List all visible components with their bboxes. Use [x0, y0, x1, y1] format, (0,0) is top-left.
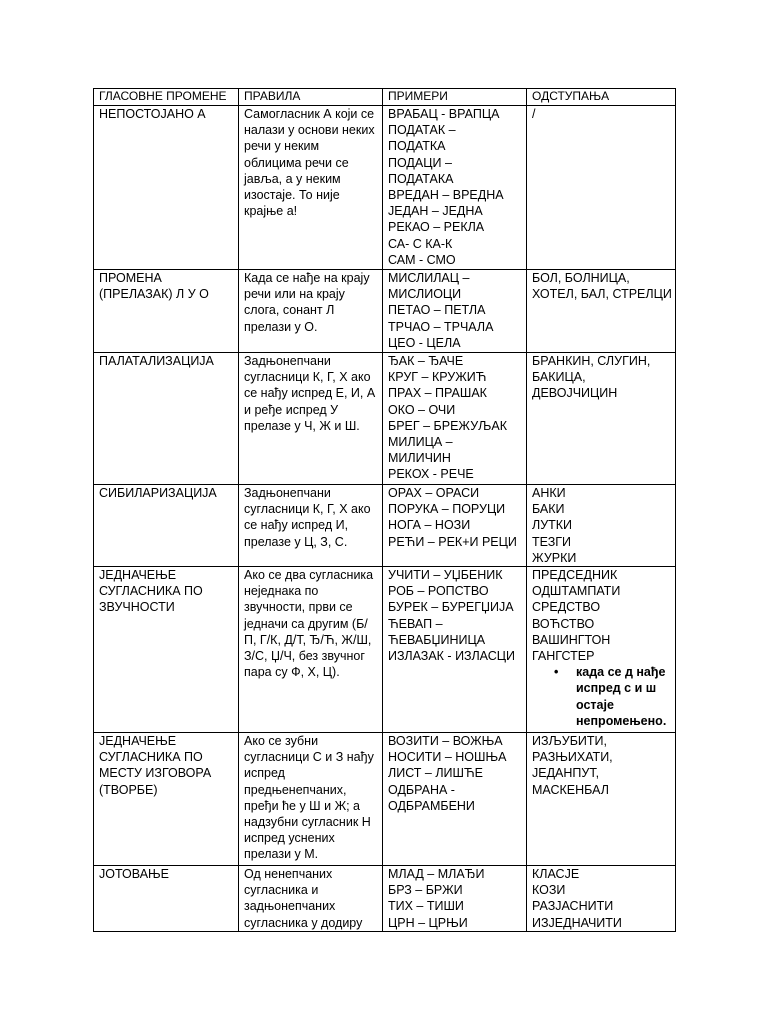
example-line: НОГА – НОЗИ: [388, 518, 471, 533]
example-line: ОКО – ОЧИ: [388, 402, 456, 417]
example-line: ОДБРАНА -: [388, 782, 455, 797]
header-sound-changes: ГЛАСОВНЕ ПРОМЕНЕ: [94, 89, 239, 106]
exception-line: ЛУТКИ: [532, 518, 573, 533]
example-line: ПОРУКА – ПОРУЦИ: [388, 502, 506, 517]
example-line: ПОДАЦИ –: [388, 155, 452, 170]
example-line: НОСИТИ – НОШЊА: [388, 750, 507, 765]
example-line: ОДБРАМБЕНИ: [388, 798, 475, 813]
exception-note: • када се д нађе испред с и ш остаје непромењено.: [576, 664, 671, 729]
rule-cell: Од ненепчаних сугласника и задњонепчаних сугласника у додиру: [239, 866, 383, 932]
example-line: МИЛИЧИН: [388, 451, 451, 466]
header-exceptions: ОДСТУПАЊА: [527, 89, 676, 106]
exception-line: КОЗИ: [532, 883, 566, 898]
example-line: ВОЗИТИ – ВОЖЊА: [388, 734, 503, 749]
examples-cell: [383, 485, 527, 567]
exception-line: БОЛ, БОЛНИЦА,: [532, 271, 630, 285]
exceptions-cell: [527, 866, 676, 932]
example-line: КРУГ – КРУЖИЋ: [388, 370, 487, 385]
example-line: СА- С КА-К: [388, 236, 453, 251]
rule-cell: Задњонепчани сугласници К, Г, Х ако се нађу испред Е, И, А и ређе испред У прелазе у Ч, Ж и Ш.: [239, 353, 383, 485]
table-row: [94, 866, 676, 932]
example-line: РЕКОХ - РЕЧЕ: [388, 467, 474, 482]
example-line: РОБ – РОПСТВО: [388, 584, 489, 599]
example-line: ВРЕДАН – ВРЕДНА: [388, 188, 504, 203]
header-rules: ПРАВИЛА: [239, 89, 383, 106]
exception-line: ИЗЉУБИТИ,: [532, 734, 607, 749]
example-line: УЧИТИ – УЏБЕНИК: [388, 568, 503, 583]
exception-line: БРАНКИН, СЛУГИН,: [532, 354, 651, 368]
example-line: ЂАК – ЂАЧЕ: [388, 354, 464, 368]
table-row: [94, 270, 676, 353]
example-line: МЛАД – МЛАЂИ: [388, 867, 485, 882]
exception-line: БАКИЦА,: [532, 370, 586, 385]
rule-cell: Задњонепчани сугласници К, Г, Х ако се нађу испред И, прелазе у Ц, З, С.: [239, 485, 383, 567]
exception-line: РАЗЈАСНИТИ: [532, 899, 614, 914]
exception-line: СРЕДСТВО: [532, 600, 601, 615]
sound-change-name: ЈЕДНАЧЕЊЕ СУГЛАСНИКА ПО МЕСТУ ИЗГОВОРА (ТВОРБЕ): [94, 733, 239, 866]
examples-cell: [383, 106, 527, 270]
example-line: ПОДАТКА: [388, 139, 446, 154]
examples-cell: [383, 866, 527, 932]
rule-cell: Самогласник А који се налази у основи неких речи у неким облицима речи се јавља, а у неким изостаје. То није крајње а!: [239, 106, 383, 270]
exception-line: ЖУРКИ: [532, 550, 577, 565]
example-line: БУРЕК – БУРЕГЏИЈА: [388, 600, 514, 615]
table-row: [94, 485, 676, 567]
table-row: [94, 353, 676, 485]
exception-line: ИЗЈЕДНАЧИТИ: [532, 915, 622, 930]
example-line: РЕЋИ – РЕК+И РЕЦИ: [388, 534, 517, 549]
exception-line: ЈЕДАНПУТ,: [532, 766, 600, 781]
exception-line: ДЕВОЈЧИЦИН: [532, 386, 618, 401]
exception-line: АНКИ: [532, 486, 566, 500]
example-line: ЋЕВАП –: [388, 616, 443, 631]
example-line: ОРАХ – ОРАСИ: [388, 486, 480, 500]
exception-line: МАСКЕНБАЛ: [532, 782, 609, 797]
example-line: ЋЕВАБЏИНИЦА: [388, 632, 486, 647]
examples-cell: [383, 353, 527, 485]
exception-line: ОДШТАМПАТИ: [532, 584, 621, 599]
example-line: МИСЛИЛАЦ –: [388, 271, 470, 285]
example-line: БРЗ – БРЖИ: [388, 883, 463, 898]
example-line: ЛИСТ – ЛИШЋЕ: [388, 766, 483, 781]
example-line: МИСЛИОЦИ: [388, 287, 462, 302]
table-row: [94, 567, 676, 733]
examples-cell: [383, 270, 527, 353]
exceptions-cell: [527, 106, 676, 270]
example-line: ПОДАТАКА: [388, 171, 454, 186]
example-line: МИЛИЦА –: [388, 435, 453, 450]
exception-line: БАКИ: [532, 502, 565, 517]
exception-line: ВОЋСТВО: [532, 616, 595, 631]
exception-line: ТЕЗГИ: [532, 534, 572, 549]
exceptions-cell: [527, 353, 676, 485]
example-line: САМ - СМО: [388, 252, 456, 267]
example-line: ИЗЛАЗАК - ИЗЛАСЦИ: [388, 649, 515, 664]
exception-line: /: [532, 107, 536, 121]
examples-cell: [383, 733, 527, 866]
example-line: ТРЧАО – ТРЧАЛА: [388, 319, 494, 334]
example-line: ВРАБАЦ - ВРАПЦА: [388, 107, 500, 121]
exception-line: ГАНГСТЕР: [532, 649, 595, 664]
exception-note-list: [532, 664, 671, 729]
rule-cell: Ако се зубни сугласници С и З нађу испред предњенепчаних, пређи ће у Ш и Ж; а надзубни сугласник Н испред уснених прелази у М.: [239, 733, 383, 866]
exception-line: ВАШИНГТОН: [532, 632, 611, 647]
example-line: ТИХ – ТИШИ: [388, 899, 464, 914]
example-line: ПРАХ – ПРАШАК: [388, 386, 487, 401]
exception-line: ХОТЕЛ, БАЛ, СТРЕЛЦИ: [532, 287, 672, 302]
exception-line: КЛАСЈЕ: [532, 867, 580, 882]
sound-change-name: ЈОТОВАЊЕ: [94, 866, 239, 932]
example-line: ПЕТАО – ПЕТЛА: [388, 303, 486, 318]
grammar-table: [93, 88, 676, 932]
sound-change-name: СИБИЛАРИЗАЦИЈА: [94, 485, 239, 567]
header-examples: ПРИМЕРИ: [383, 89, 527, 106]
exception-line: ПРЕДСЕДНИК: [532, 568, 618, 583]
table-row: [94, 733, 676, 866]
example-line: ПОДАТАК –: [388, 123, 456, 138]
example-line: БРЕГ – БРЕЖУЉАК: [388, 418, 508, 433]
sound-change-name: ПАЛАТАЛИЗАЦИЈА: [94, 353, 239, 485]
exception-line: РАЗЊИХАТИ,: [532, 750, 613, 765]
examples-cell: [383, 567, 527, 733]
table-header-row: [94, 89, 676, 106]
rule-cell: Ако се два сугласника неједнака по звучности, први се једначи са другим (Б/П, Г/К, Д/Т, Ђ/Ћ, Ж/Ш, З/С, Џ/Ч, без звучног пара су Ф, Х, Ц).: [239, 567, 383, 733]
exceptions-cell: [527, 270, 676, 353]
exceptions-cell: [527, 485, 676, 567]
rule-cell: Када се нађе на крају речи или на крају слога, сонант Л прелази у О.: [239, 270, 383, 353]
example-line: ЈЕДАН – ЈЕДНА: [388, 204, 483, 219]
example-line: ЦРН – ЦРЊИ: [388, 915, 468, 930]
exceptions-cell: [527, 733, 676, 866]
sound-change-name: ЈЕДНАЧЕЊЕ СУГЛАСНИКА ПО ЗВУЧНОСТИ: [94, 567, 239, 733]
example-line: РЕКАО – РЕКЛА: [388, 220, 485, 235]
example-line: ЦЕО - ЦЕЛА: [388, 335, 461, 350]
table-row: [94, 106, 676, 270]
sound-change-name: ПРОМЕНА (ПРЕЛАЗАК) Л У О: [94, 270, 239, 353]
exceptions-cell: [527, 567, 676, 733]
sound-change-name: НЕПОСТОЈАНО А: [94, 106, 239, 270]
